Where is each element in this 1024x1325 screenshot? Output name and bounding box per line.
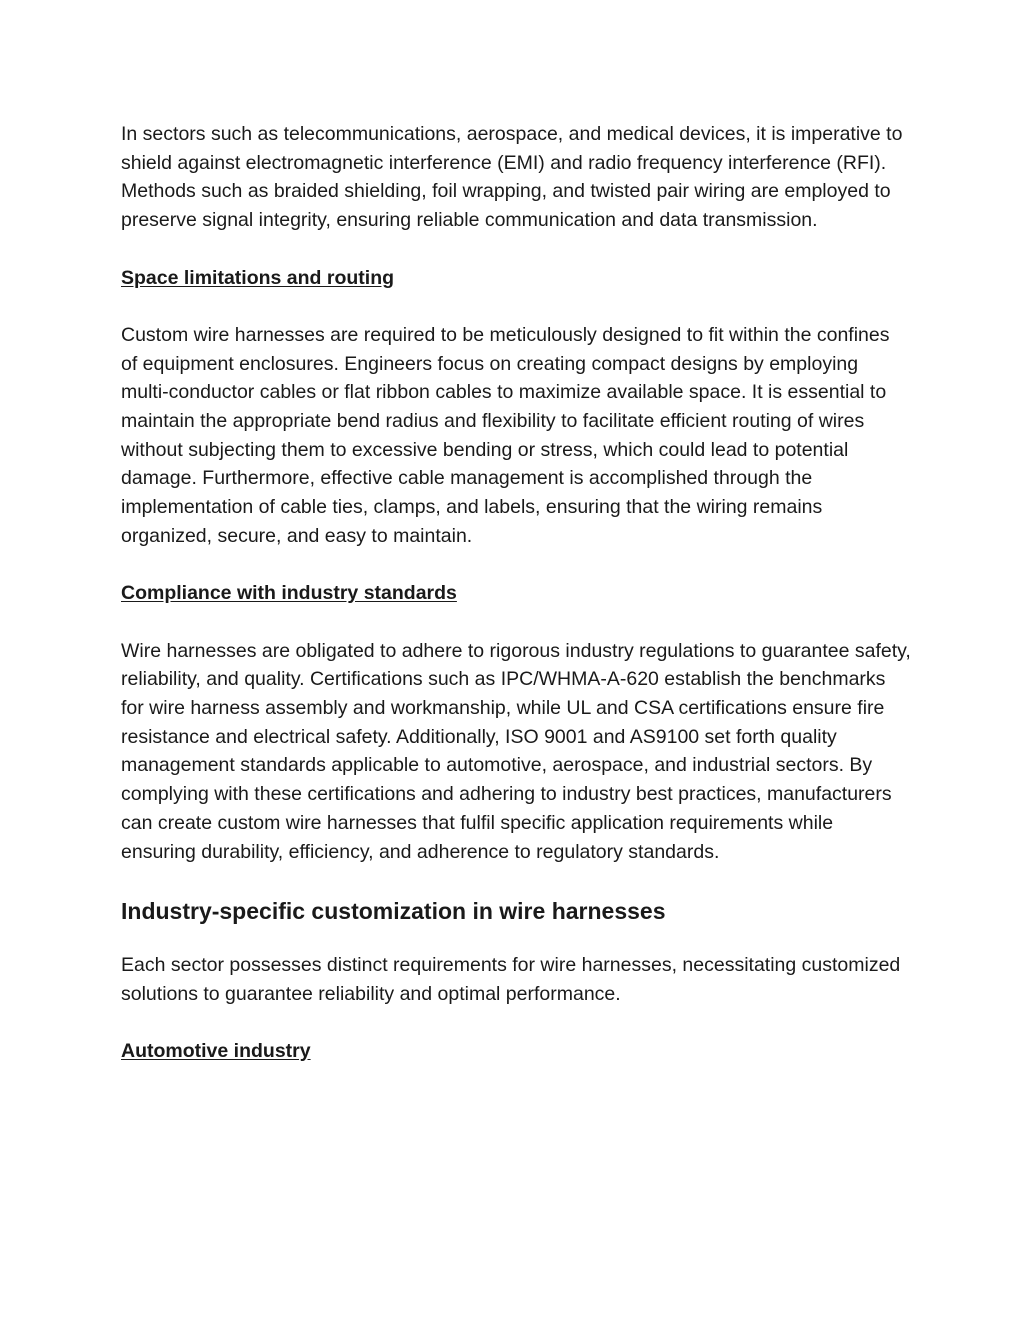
industry-customization-heading: Industry-specific customization in wire harnesses [121,897,666,924]
compliance-paragraph: Wire harnesses are obligated to adhere to rigorous industry regulations to guarantee safety, reliability, and quality. Certifications such as IPC/WHMA-A-620 establish the benchmarks for wire harness assembly and workmanship, while UL and CSA certifications ensure fire resistance and electrical safety. Additionally, ISO 9001 and AS9100 set forth quality management standards applicable to automotive, aerospace, and industrial sectors. By complying with these certifications and adhering to industry best practices, manufacturers can create custom wire harnesses that fulfil specific application requirements while ensuring durability, efficiency, and adherence to regulatory standards. [121,639,911,863]
industry-customization-paragraph: Each sector possesses distinct requirements for wire harnesses, necessitating customized solutions to guarantee reliability and optimal performance. [121,953,901,1005]
space-limitations-heading: Space limitations and routing [121,266,395,289]
document-page [121,120,911,1094]
intro-paragraph: In sectors such as telecommunications, aerospace, and medical devices, it is imperative to shield against electromagnetic interference (EMI) and radio frequency interference (RFI). Methods such as braided shielding, foil wrapping, and twisted pair wiring are employed to preserve signal integrity, ensuring reliable communication and data transmission. [121,123,903,232]
compliance-heading: Compliance with industry standards [121,582,457,605]
automotive-industry-heading: Automotive industry [121,1040,311,1062]
space-limitations-paragraph: Custom wire harnesses are required to be meticulously designed to fit within the confines of equipment enclosures. Engineers focus on creating compact designs by employing multi-conductor cables or flat ribbon cables to maximize available space. It is essential to maintain the appropriate bend radius and flexibility to facilitate efficient routing of wires without subjecting them to excessive bending or stress, which could lead to potential damage. Furthermore, effective cable management is accomplished through the implementation of cable ties, clamps, and labels, ensuring that the wiring remains organized, secure, and easy to maintain. [121,323,890,547]
